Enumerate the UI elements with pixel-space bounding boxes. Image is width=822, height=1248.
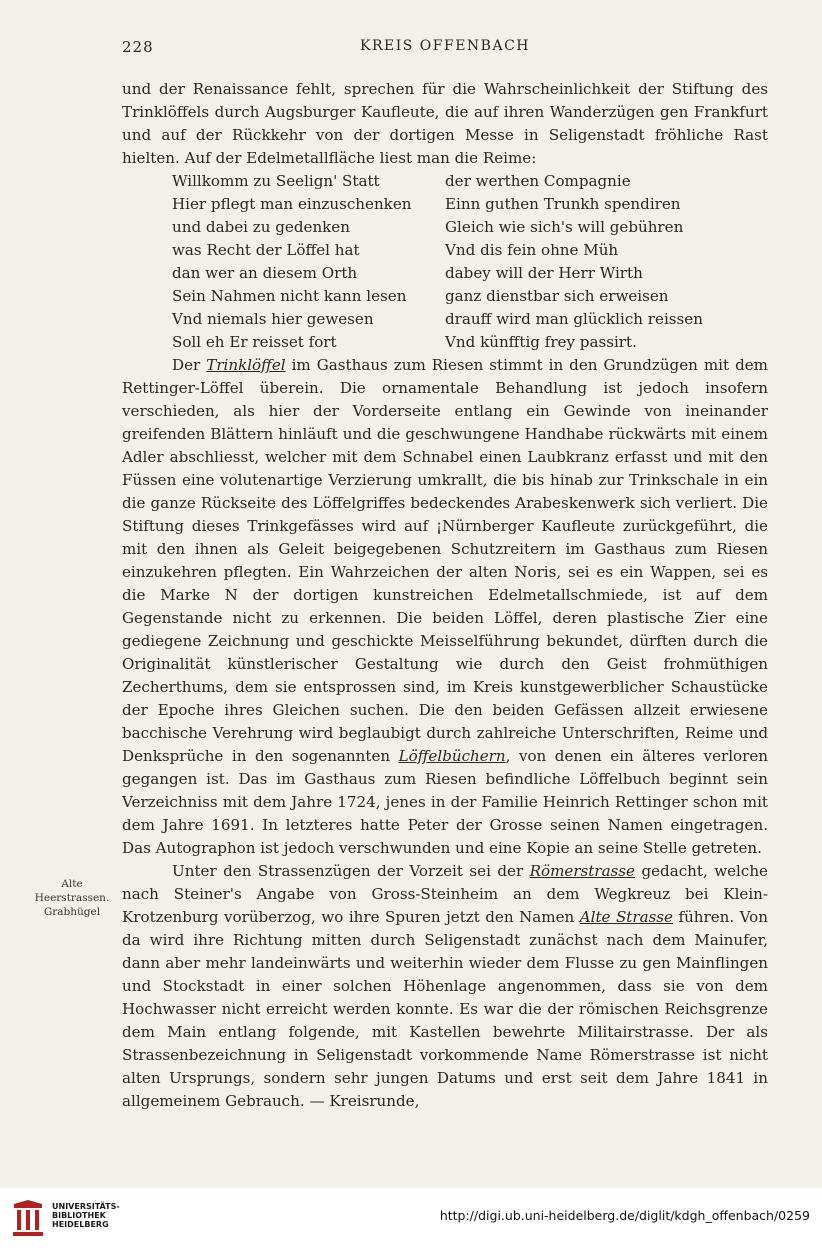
verse-left: Vnd niemals hier gewesen	[172, 310, 374, 328]
text-run: Unter den Strassenzügen der Vorzeit sei der	[172, 862, 530, 880]
term-roemerstrasse: Römerstrasse	[529, 862, 635, 880]
term-trinkloeffel: Trinklöffel	[206, 356, 286, 374]
verse-line	[122, 308, 768, 331]
text-run: führen. Von da wird ihre Richtung mitten durch Seligenstadt zunächst nach dem Mainufer, dann aber mehr landeinwärts und weiterhin wieder dem Flusse zu gen Mainflingen und Stockstadt in einer solchen Höhenlage angenommen, dass sie von dem Hochwasser nicht erreicht werden konnte. Es war die der römischen Reichsgrenze dem Main entlang folgende, mit Kastellen bewehrte Militairstrasse. Der als Strassenbezeichnung in Seligenstadt vorkommende Name Römerstrasse ist nicht alten Ursprungs, sondern sehr jungen Datums und erst seit dem Jahre 1841 in allgemeinem Gebrauch. — Kreisrunde,	[122, 908, 768, 1110]
verse-right: Einn guthen Trunkh spendiren	[445, 195, 681, 213]
verse-right: Gleich wie sich's will gebühren	[445, 218, 684, 236]
verse-left: was Recht der Löffel hat	[172, 241, 360, 259]
paragraph-roemerstrasse	[122, 860, 768, 1113]
text-run: im Gasthaus zum Riesen stimmt in den Grundzügen mit dem Rettinger-Löffel überein. Die ornamentale Behandlung ist jedoch insofern verschieden, als hier der Vorderseite entlang ein Gewinde von ineinander greifenden Blättern hinläuft und die geschwungene Handhabe rückwärts mit einem Adler abschliesst, welcher mit dem Schnabel einen Laubkranz erfasst und mit den Füssen eine volutenartige Verzierung umkrallt, die bis hinab zur Trinkschale in ein die ganze Rückseite des Löffelgriffes bedeckendes Arabeskenwerk sich verliert. Die Stiftung dieses Trinkgefässes wird auf ¡Nürnberger Kaufleute zurückgeführt, die mit den ihnen als Geleit beigegebenen Schutzreitern im Gasthaus zum Riesen einzukehren pflegten. Ein Wahrzeichen der alten Noris, sei es ein Wappen, sei es die Marke N der dortigen kunstreichen Edelmetallschmiede, ist auf dem Gegenstande nicht zu erkennen. Die beiden Löffel, deren plastische Zier eine gediegene Zeichnung und geschickte Meisselführung bekundet, dürften durch die Originalität künstlerischer Gestaltung wie durch den Geist frohmüthigen Zecherthums, dem sie entsprossen sind, im Kreis kunstgewerblicher Schaustücke der Epoche ihres Gleichen suchen. Die den beiden Gefässen allzeit erwiesene bacchische Verehrung wird beglaubigt durch zahlreiche Unterschriften, Reime und Denksprüche in den sogenannten	[122, 356, 768, 765]
text-run: gedacht, welche nach Steiner's Angabe von Gross-Steinheim an dem Wegkreuz bei Klein-Krotzenburg vorüberzog, wo ihre Spuren jetzt den Namen	[122, 862, 768, 926]
library-name-line: BIBLIOTHEK	[52, 1211, 106, 1220]
verse-line	[122, 239, 768, 262]
verse-left: Willkomm zu Seelign' Statt	[172, 172, 380, 190]
verse-right: drauff wird man glücklich reissen	[445, 310, 703, 328]
term-alte-strasse: Alte Strasse	[579, 908, 673, 926]
body-text	[122, 78, 768, 1113]
verse-right: dabey will der Herr Wirth	[445, 264, 643, 282]
verse-line	[122, 193, 768, 216]
verse-right: Vnd künfftig frey passirt.	[445, 333, 637, 351]
margin-note-line: Heerstrassen.	[34, 892, 110, 904]
page-header	[122, 38, 768, 60]
verse-right: der werthen Compagnie	[445, 172, 631, 190]
verse-line	[122, 170, 768, 193]
library-name	[52, 1202, 120, 1229]
verse-left: dan wer an diesem Orth	[172, 264, 358, 282]
verse-right: ganz dienstbar sich erweisen	[445, 287, 669, 305]
verse-line	[122, 216, 768, 239]
text-run: Der	[172, 356, 207, 374]
library-name-line: HEIDELBERG	[52, 1220, 109, 1229]
running-title: KREIS OFFENBACH	[360, 38, 530, 54]
library-logo-icon	[10, 1198, 46, 1238]
verse-left: Hier pflegt man einzuschenken	[172, 195, 412, 213]
margin-note	[30, 877, 114, 919]
term-loeffelbuechern: Löffelbüchern	[398, 747, 506, 765]
verse-left: Sein Nahmen nicht kann lesen	[172, 287, 407, 305]
verse-line	[122, 262, 768, 285]
paragraph-trinkloeffel	[122, 354, 768, 860]
margin-note-line: Alte	[61, 878, 83, 890]
text-run: , von denen ein älteres verloren gegangen ist. Das im Gasthaus zum Riesen befindliche Löffelbuch beginnt sein Verzeichniss mit dem Jahre 1724, jenes in der Familie Heinrich Rettinger schon mit dem Jahre 1691. In letzteres hatte Peter der Grosse seinen Namen eingetragen. Das Autographon ist jedoch verschwunden und eine Kopie an seine Stelle getreten.	[122, 747, 769, 857]
library-name-line: UNIVERSITÄTS-	[52, 1202, 120, 1211]
permalink-url[interactable]: http://digi.ub.uni-heidelberg.de/diglit/kdgh_offenbach/0259	[439, 1208, 810, 1223]
verse-left: Soll eh Er reisset fort	[172, 333, 337, 351]
intro-paragraph: und der Renaissance fehlt, sprechen für die Wahrscheinlichkeit der Stiftung des Trinklöffels durch Augsburger Kaufleute, die auf ihren Wanderzügen gen Frankfurt und auf der Rückkehr von der dortigen Messe in Seligenstadt fröhliche Rast hielten. Auf der Edelmetallfläche liest man die Reime:	[122, 80, 768, 167]
verse-line	[122, 331, 768, 354]
verse-left: und dabei zu gedenken	[172, 218, 350, 236]
margin-note-line: Grabhügel	[43, 906, 101, 918]
verse-block	[122, 170, 768, 354]
verse-line	[122, 285, 768, 308]
verse-right: Vnd dis fein ohne Müh	[445, 241, 619, 259]
footer-bar	[0, 1188, 822, 1248]
page-number: 228	[122, 38, 154, 56]
